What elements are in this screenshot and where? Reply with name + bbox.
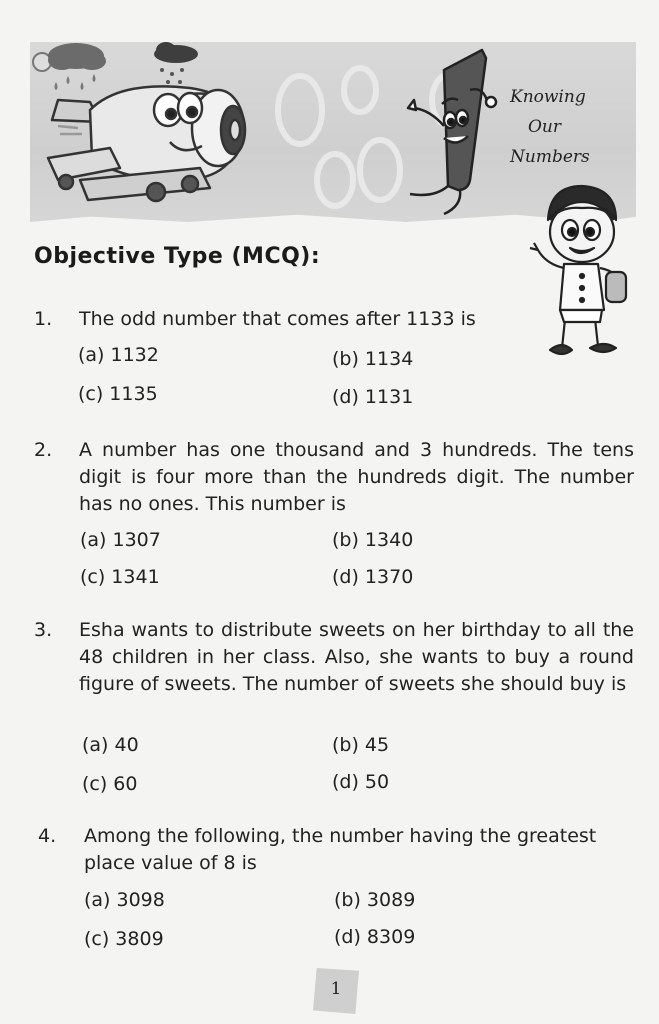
- question-number: 3.: [34, 619, 53, 641]
- option: (a) 40: [82, 734, 139, 756]
- chapter-title-line: Numbers: [510, 147, 590, 167]
- option: (c) 3809: [84, 928, 164, 950]
- small-rain-cloud-icon: [154, 42, 198, 84]
- option: (d) 50: [332, 771, 390, 793]
- question-text: The odd number that comes after 1133 is: [79, 308, 476, 330]
- option: (c) 60: [82, 773, 138, 795]
- cartoon-airplane-illustration: [48, 86, 245, 201]
- chapter-title-line: Knowing: [510, 87, 586, 107]
- option: (b) 3089: [334, 889, 416, 911]
- question-text: Among the following, the number having the greatest place value of 8 is: [84, 825, 597, 874]
- option: (b) 45: [332, 734, 390, 756]
- option: (c) 1341: [80, 566, 160, 588]
- option: (d) 1370: [332, 566, 414, 588]
- number-one-character-illustration: [408, 50, 496, 214]
- cartoon-boy-illustration: [520, 180, 635, 370]
- section-title: Objective Type (MCQ):: [34, 244, 321, 269]
- option: (c) 1135: [78, 383, 158, 405]
- option: (d) 1131: [332, 386, 414, 408]
- question-text: A number has one thousand and 3 hundreds. The tens digit is four more than the hundreds digit. The number has no ones. This number is: [79, 439, 634, 515]
- option: (a) 1307: [80, 529, 161, 551]
- question-1: [34, 306, 574, 336]
- question-number: 1.: [34, 308, 53, 330]
- question-number: 4.: [38, 825, 57, 847]
- question-3: [34, 617, 634, 727]
- question-text: Esha wants to distribute sweets on her birthday to all the 48 children in her class. Also, she wants to buy a round figure of sweets. The number of sweets she should buy is: [79, 619, 634, 695]
- option: (b) 1134: [332, 348, 414, 370]
- option: (a) 3098: [84, 889, 165, 911]
- chapter-title: [510, 82, 620, 172]
- question-4: [34, 823, 634, 879]
- option: (b) 1340: [332, 529, 414, 551]
- question-number: 2.: [34, 439, 53, 461]
- option: (d) 8309: [334, 926, 416, 948]
- chapter-title-line: Our: [528, 117, 562, 137]
- option: (a) 1132: [78, 344, 159, 366]
- question-2: [34, 437, 634, 521]
- background-digits-decoration: [278, 68, 468, 206]
- page-number: 1: [330, 979, 342, 999]
- rain-cloud-icon: [48, 43, 106, 90]
